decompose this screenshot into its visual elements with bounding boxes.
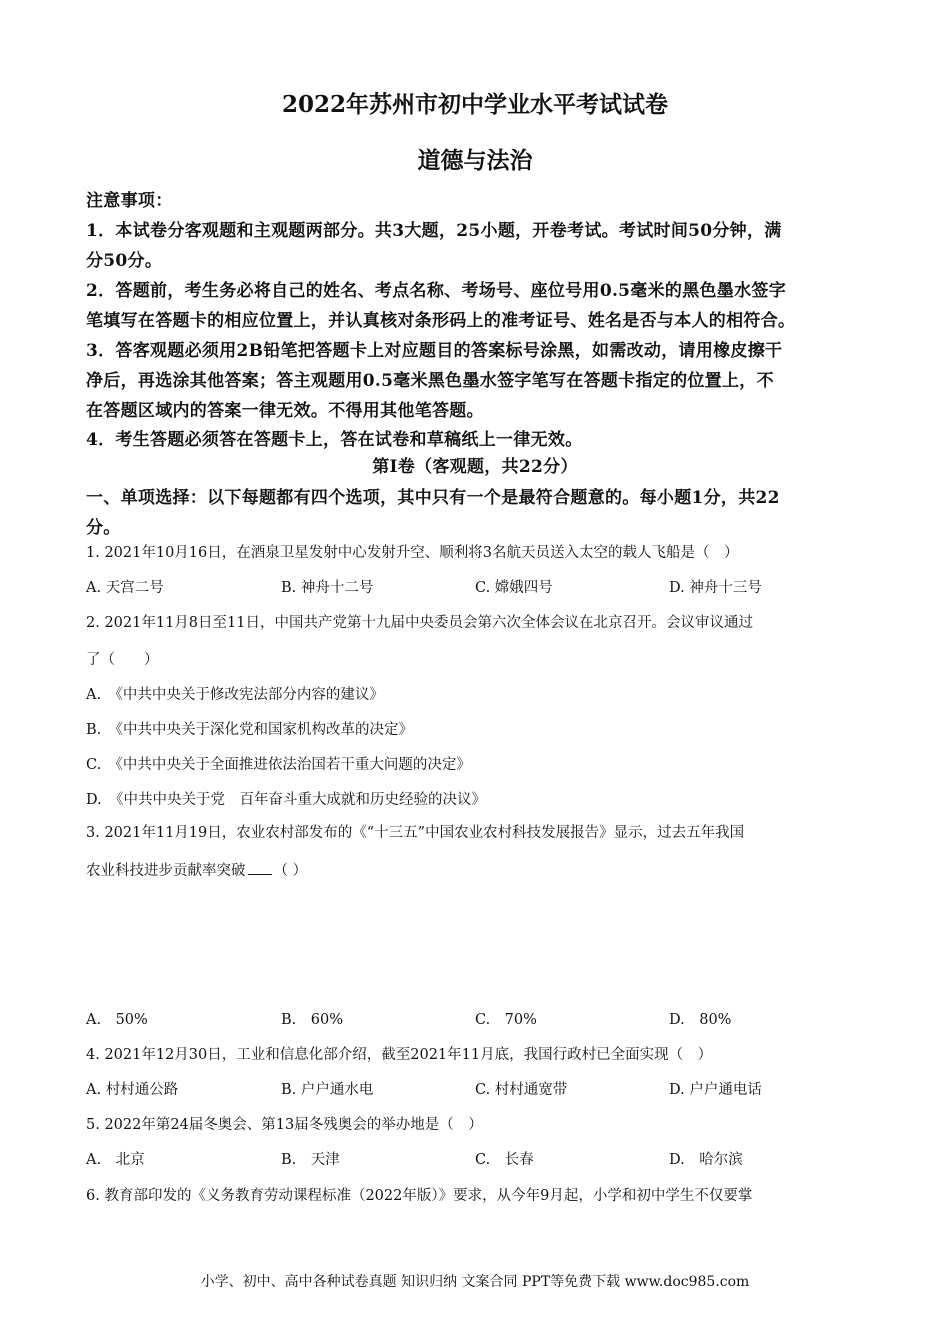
question-1-option-b: B. 神舟十二号 — [281, 580, 374, 596]
notice-heading: 注意事项： — [86, 191, 173, 211]
question-1-stem: 1. 2021年10月16日，在酒泉卫星发射中心发射升空、顺利将3名航天员送入太空的载人飞船是（ ） — [86, 545, 739, 561]
question-4-option-d: D. 户户通电话 — [669, 1082, 762, 1098]
question-3-option-c: C. 70% — [475, 1012, 537, 1028]
question-3-stem: 3. 2021年11月19日，农业农村部发布的《“十三五”中国农业农村科技发展报告》显示，过去五年我国 — [86, 825, 745, 841]
question-3-stem-cont — [86, 859, 307, 880]
notice-line: 1．本试卷分客观题和主观题两部分。共3大题，25小题，开卷考试。考试时间50分钟，满 — [86, 221, 782, 241]
question-2-option-c: C. 《中共中央关于全面推进依法治国若干重大问题的决定》 — [86, 757, 471, 773]
subject-title: 道德与法治 — [417, 147, 533, 174]
question-3-option-d: D. 80% — [669, 1012, 732, 1028]
question-6-stem: 6. 教育部印发的《义务教育劳动课程标准（2022年版）》要求，从今年9月起，小学和初中学生不仅要掌 — [86, 1188, 753, 1204]
page-footer: 小学、初中、高中各种试卷真题 知识归纳 文案合同 PPT等免费下载 www.doc985.com — [200, 1274, 750, 1290]
volume-title: 第Ⅰ卷（客观题，共22分） — [372, 457, 578, 477]
notice-line: 4．考生答题必须答在答题卡上，答在试卷和草稿纸上一律无效。 — [86, 430, 583, 450]
question-2-option-b: B. 《中共中央关于深化党和国家机构改革的决定》 — [86, 722, 414, 738]
answer-blank — [248, 860, 272, 875]
notice-line: 笔填写在答题卡的相应位置上，并认真核对条形码上的准考证号、姓名是否与本人的相符合。 — [86, 311, 796, 331]
notice-line: 净后，再选涂其他答案；答主观题用0.5毫米黑色墨水签字笔写在答题卡指定的位置上，不 — [86, 371, 774, 391]
question-2-option-a: A. 《中共中央关于修改宪法部分内容的建议》 — [86, 687, 384, 703]
question-4-option-b: B. 户户通水电 — [281, 1082, 374, 1098]
exam-title: 2022年苏州市初中学业水平考试试卷 — [281, 91, 668, 118]
question-5-stem: 5. 2022年第24届冬奥会、第13届冬残奥会的举办地是（ ） — [86, 1117, 483, 1133]
notice-line: 2．答题前，考生务必将自己的姓名、考点名称、考场号、座位号用0.5毫米的黑色墨水签字 — [86, 281, 787, 301]
section-title: 一、单项选择：以下每题都有四个选项，其中只有一个是最符合题意的。每小题1分，共22 — [86, 488, 780, 508]
question-5-option-b: B. 天津 — [281, 1152, 340, 1168]
notice-line: 在答题区域内的答案一律无效。不得用其他笔答题。 — [86, 401, 484, 421]
question-5-option-c: C. 长春 — [475, 1152, 534, 1168]
notice-line: 分50分。 — [86, 251, 163, 271]
question-4-stem: 4. 2021年12月30日，工业和信息化部介绍，截至2021年11月底，我国行政村已全面实现（ ） — [86, 1047, 713, 1063]
question-3-option-b: B. 60% — [281, 1012, 343, 1028]
question-5-option-d: D. 哈尔滨 — [669, 1152, 743, 1168]
question-2-stem-cont: 了（ ） — [86, 652, 159, 668]
question-4-option-a: A. 村村通公路 — [86, 1082, 179, 1098]
question-2-stem: 2. 2021年11月8日至11日，中国共产党第十九届中央委员会第六次全体会议在北京召开。会议审议通过 — [86, 615, 753, 631]
question-1-option-a: A. 天宫二号 — [86, 580, 164, 596]
question-3-paren: （ ） — [273, 863, 308, 879]
question-1-option-c: C. 嫦娥四号 — [475, 580, 553, 596]
notice-line: 3．答客观题必须用2B铅笔把答题卡上对应题目的答案标号涂黑，如需改动，请用橡皮擦干 — [86, 341, 783, 361]
question-3-stem-text: 农业科技进步贡献率突破 — [86, 863, 246, 879]
question-2-option-d: D. 《中共中央关于党 百年奋斗重大成就和历史经验的决议》 — [86, 792, 486, 808]
question-1-option-d: D. 神舟十三号 — [669, 580, 762, 596]
question-5-option-a: A. 北京 — [86, 1152, 145, 1168]
section-title-cont: 分。 — [86, 518, 121, 538]
question-4-option-c: C. 村村通宽带 — [475, 1082, 568, 1098]
question-3-option-a: A. 50% — [86, 1012, 148, 1028]
